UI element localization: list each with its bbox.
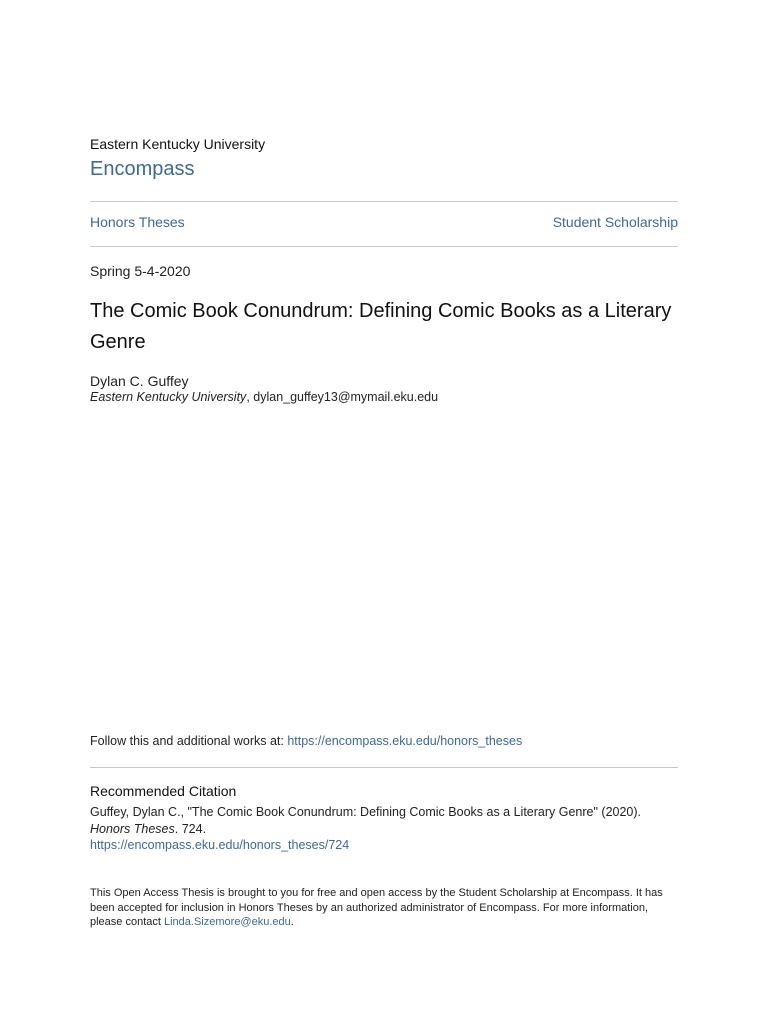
citation-heading: Recommended Citation [90,783,237,799]
collection-link[interactable]: Honors Theses [90,214,185,230]
publication-date: Spring 5-4-2020 [90,263,191,279]
thesis-title: The Comic Book Conundrum: Defining Comic Books as a Literary Genre [90,300,672,353]
divider-citation [90,767,678,768]
citation-text [90,804,678,837]
divider-nav [90,246,678,247]
open-access-notice [90,886,678,930]
citation-series: Honors Theses [90,821,175,836]
follow-line [90,734,522,748]
affiliation-institution: Eastern Kentucky University [90,390,247,404]
citation-main: Guffey, Dylan C., "The Comic Book Conundrum: Defining Comic Books as a Literary Genre" (2020). [90,805,642,819]
notice-end: . [290,916,294,928]
affiliation-separator: , [246,390,254,404]
cover-page [90,0,678,1024]
scholarship-link[interactable]: Student Scholarship [552,214,678,230]
contact-email-link[interactable]: Linda.Sizemore@eku.edu [164,916,291,928]
author-name: Dylan C. Guffey [90,373,189,389]
author-affiliation [90,390,438,404]
notice-text: This Open Access Thesis is brought to you for free and open access by the Student Scholarship at Encompass. It has been accepted for inclusion in Honors Theses by an authorized administrator of Encompass. For more information, please contact [90,887,663,928]
repository-link[interactable]: Encompass [90,158,195,180]
institution-name: Eastern Kentucky University [90,136,266,152]
follow-label: Follow this and additional works at: [90,734,288,748]
citation-number: . 724. [174,821,207,836]
citation-url-link[interactable]: https://encompass.eku.edu/honors_theses/724 [90,838,350,852]
divider-top [90,201,678,202]
follow-url-link[interactable]: https://encompass.eku.edu/honors_theses [287,734,523,748]
author-email: dylan_guffey13@mymail.eku.edu [253,390,439,404]
